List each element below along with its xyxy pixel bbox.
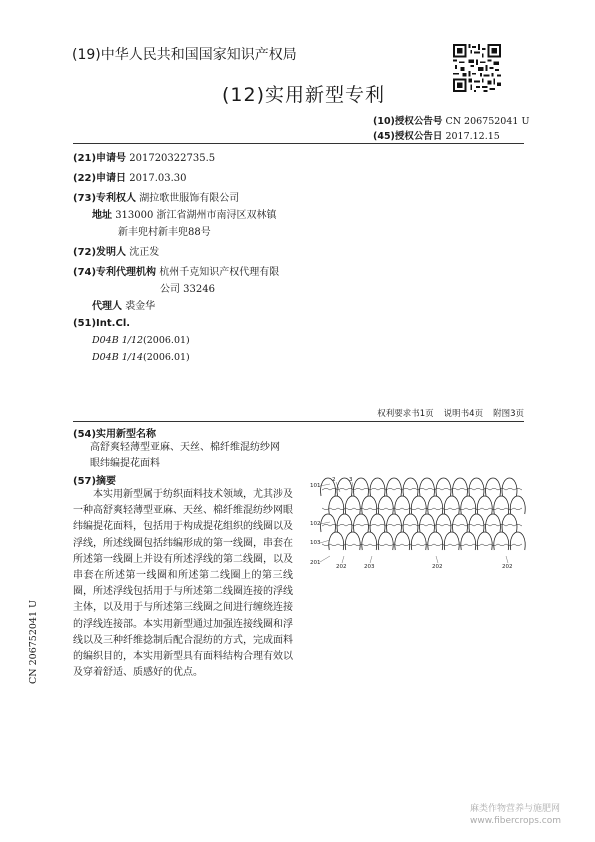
knit-loop xyxy=(436,514,451,532)
knit-loop xyxy=(387,514,402,532)
fig-label-202-c: 202 xyxy=(502,564,513,570)
knit-loop xyxy=(321,514,336,532)
claims-pages: 权利要求书1页 xyxy=(377,409,434,419)
ipc-class-1 xyxy=(92,335,190,346)
knit-loop xyxy=(494,532,509,550)
fig-label-103: 103 xyxy=(310,540,321,546)
knit-loop xyxy=(510,532,525,550)
drawing-pages: 附图3页 xyxy=(493,409,524,419)
knit-loop xyxy=(486,478,501,496)
address-line-1: 313000 浙江省湖州市南浔区双林镇 xyxy=(115,210,277,221)
knit-loop xyxy=(345,496,360,514)
ipc-1-date: (2006.01) xyxy=(143,335,190,346)
ipc-1-code: D04B 1/12 xyxy=(92,335,144,346)
knit-loop xyxy=(362,532,377,550)
application-number-value: 201720322735.5 xyxy=(129,153,216,164)
application-date-value: 2017.03.30 xyxy=(129,173,187,184)
leader-line xyxy=(436,556,438,563)
publication-date-row xyxy=(373,128,500,142)
int-cl-row xyxy=(73,318,130,329)
ipc-2-code: D04B 1/14 xyxy=(92,352,144,363)
inventor-row xyxy=(73,243,159,258)
knit-loop xyxy=(494,496,509,514)
knit-loop xyxy=(502,478,517,496)
fig-label-3: 3 xyxy=(349,477,353,483)
fig-label-203: 203 xyxy=(364,564,375,570)
publication-number-row xyxy=(373,113,529,127)
patentee-value: 湖拉歌世服饰有限公司 xyxy=(139,193,240,204)
address-label: 地址 xyxy=(92,210,112,221)
agency-line-2-text: 公司 33246 xyxy=(160,284,215,295)
knit-loop xyxy=(411,532,426,550)
application-date-label: (22)申请日 xyxy=(73,173,127,184)
knit-loop xyxy=(444,532,459,550)
inventor-label: (72)发明人 xyxy=(73,247,127,258)
agency-row xyxy=(73,263,279,278)
watermark-line-1: 麻类作物营养与施肥网 xyxy=(470,804,561,814)
agent-label: 代理人 xyxy=(92,301,122,312)
fig-label-101: 101 xyxy=(310,483,321,489)
application-number-label: (21)申请号 xyxy=(73,153,127,164)
watermark-line-2: www.fibercrops.com xyxy=(470,816,561,826)
qr-code-icon xyxy=(453,44,501,92)
knit-loop xyxy=(428,532,443,550)
application-date-row xyxy=(73,169,187,184)
knit-loop xyxy=(420,478,435,496)
knit-loop xyxy=(378,496,393,514)
patentee-label: (73)专利权人 xyxy=(73,193,137,204)
agent-row xyxy=(92,297,155,312)
knit-loop xyxy=(469,514,484,532)
title-line-1: 高舒爽轻薄型亚麻、天丝、棉纤维混纺纱网 xyxy=(90,442,280,453)
address-line-2-text: 新丰兜村新丰兜88号 xyxy=(118,227,211,238)
document-type: (12)实用新型专利 xyxy=(222,84,386,106)
knit-loop xyxy=(403,478,418,496)
knit-loop xyxy=(378,532,393,550)
knit-loop xyxy=(453,478,468,496)
fig-label-202: 202 xyxy=(336,564,347,570)
publication-date-value: 2017.12.15 xyxy=(445,131,500,142)
knit-loop xyxy=(403,514,418,532)
knit-loop xyxy=(395,496,410,514)
page-counts xyxy=(367,407,524,419)
knit-loop xyxy=(477,496,492,514)
fig-label-202-b: 202 xyxy=(432,564,443,570)
knit-loop xyxy=(502,514,517,532)
ipc-class-2 xyxy=(92,352,190,363)
knit-loop xyxy=(461,496,476,514)
leader-line xyxy=(320,556,330,562)
knit-loop xyxy=(387,478,402,496)
knit-loop xyxy=(354,514,369,532)
side-publication-number: CN 206752041 U xyxy=(28,599,39,684)
knit-loop xyxy=(461,532,476,550)
fig-label-201: 201 xyxy=(310,560,321,566)
knit-loop xyxy=(510,496,525,514)
address-row xyxy=(92,206,277,221)
knit-loop xyxy=(354,478,369,496)
knit-loop xyxy=(411,496,426,514)
inventor-value: 沈正发 xyxy=(129,247,160,258)
address-line-2 xyxy=(118,223,211,238)
leader-line xyxy=(506,556,508,563)
application-number-row xyxy=(73,149,215,164)
title-line-2: 眼纬编提花面料 xyxy=(90,458,160,469)
knit-loop xyxy=(370,514,385,532)
knit-loop xyxy=(345,532,360,550)
agency-line-2 xyxy=(160,280,215,295)
office-name: (19)中华人民共和国国家知识产权局 xyxy=(72,47,297,63)
abstract-text: 本实用新型属于纺织面料技术领域，尤其涉及一种高舒爽轻薄型亚麻、天丝、棉纤维混纺纱网眼纬编提花面料，包括用于构成提花组织的线圈以及浮线，所述线圈包括纬编形成的第一线圈，串套在所述第一线圈上并设有所述浮线的第二线圈，以及串套在所述第一线圈和所述第二线圈上的第三线圈，所述浮线包括用于与所述第二线圈连接的浮线主体，以及用于与所述第三线圈之间进行缠绕连接的浮线连接部。本实用新型通过加强连接线圈和浮线以及三种纤维捻制后配合混纺的方式，完成面料的编织目的，本实用新型具有面料结构合理有效以及穿着舒适、质感好的优点。 xyxy=(73,489,293,679)
knit-loop xyxy=(362,496,377,514)
knit-loop xyxy=(469,478,484,496)
utility-model-title xyxy=(90,440,300,472)
publication-number-label: (10)授权公告号 xyxy=(373,116,443,127)
knit-loop xyxy=(436,478,451,496)
watermark xyxy=(470,803,561,827)
fig-label-2: 2 xyxy=(332,477,336,483)
header-rule xyxy=(73,143,524,144)
ipc-2-date: (2006.01) xyxy=(143,352,190,363)
knit-loop xyxy=(428,496,443,514)
knit-loop xyxy=(370,478,385,496)
knit-structure-figure xyxy=(306,470,528,575)
knit-loop xyxy=(477,532,492,550)
leader-line xyxy=(320,522,330,524)
body-rule xyxy=(73,421,524,422)
publication-date-label: (45)授权公告日 xyxy=(373,131,443,142)
leader-line xyxy=(370,556,372,563)
description-pages: 说明书4页 xyxy=(443,409,484,419)
agent-value: 裘金华 xyxy=(125,301,156,312)
fig-label-102: 102 xyxy=(310,521,321,527)
agency-line-1: 杭州千克知识产权代理有限 xyxy=(159,267,280,278)
publication-number-value: CN 206752041 U xyxy=(445,116,530,127)
knit-loop xyxy=(453,514,468,532)
knit-loop xyxy=(395,532,410,550)
patentee-row xyxy=(73,189,239,204)
knit-loop xyxy=(444,496,459,514)
abstract-section-label: (57)摘要 xyxy=(73,476,117,487)
leader-line xyxy=(342,556,344,563)
agency-label: (74)专利代理机构 xyxy=(73,267,157,278)
knit-loop xyxy=(486,514,501,532)
knit-loop xyxy=(337,514,352,532)
knit-loop xyxy=(329,532,344,550)
int-cl-label: (51)Int.Cl. xyxy=(73,318,131,329)
knit-loop xyxy=(420,514,435,532)
knit-loop xyxy=(329,496,344,514)
title-section-label: (54)实用新型名称 xyxy=(73,429,157,440)
